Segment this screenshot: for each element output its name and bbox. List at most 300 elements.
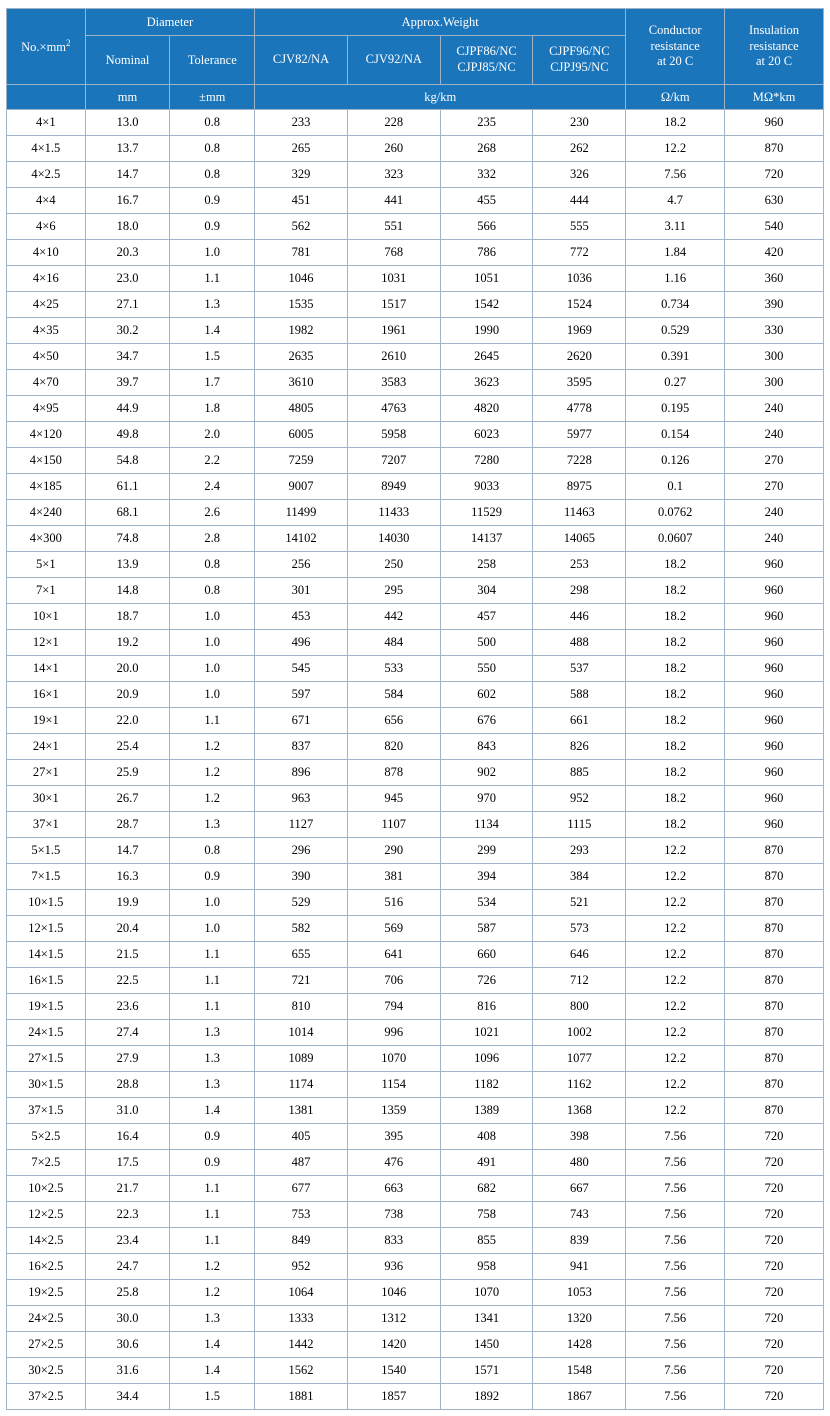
cell-nominal-diameter: 28.8	[85, 1072, 170, 1098]
cell-weight-cjv82na: 11499	[255, 500, 348, 526]
cell-conductor-resistance: 18.2	[626, 656, 725, 682]
cell-weight-cjpf86nc: 1021	[440, 1020, 533, 1046]
cell-tolerance: 2.4	[170, 474, 255, 500]
cell-weight-cjpf96nc: 8975	[533, 474, 626, 500]
header-conductor-resistance-line2: resistance	[650, 38, 700, 53]
cell-tolerance: 2.2	[170, 448, 255, 474]
cell-weight-cjv92na: 2610	[347, 344, 440, 370]
cell-weight-cjpf96nc: 952	[533, 786, 626, 812]
cell-nominal-diameter: 18.0	[85, 214, 170, 240]
cell-weight-cjpf96nc: 398	[533, 1124, 626, 1150]
cell-weight-cjpf86nc: 14137	[440, 526, 533, 552]
cell-nominal-diameter: 30.2	[85, 318, 170, 344]
cell-tolerance: 1.1	[170, 708, 255, 734]
unit-conductor-resistance: Ω/km	[626, 85, 725, 110]
table-row	[7, 786, 824, 812]
cell-size: 4×70	[7, 370, 86, 396]
cell-weight-cjpf96nc: 1368	[533, 1098, 626, 1124]
cell-weight-cjpf86nc: 299	[440, 838, 533, 864]
header-weight-col-4	[533, 36, 626, 85]
header-row-groups	[7, 9, 824, 36]
cell-weight-cjpf86nc: 408	[440, 1124, 533, 1150]
cell-insulation-resistance: 960	[725, 786, 824, 812]
cell-weight-cjv92na: 295	[347, 578, 440, 604]
cell-weight-cjv82na: 1535	[255, 292, 348, 318]
cell-size: 30×2.5	[7, 1358, 86, 1384]
cell-weight-cjv92na: 441	[347, 188, 440, 214]
cell-size: 4×16	[7, 266, 86, 292]
cell-weight-cjpf96nc: 537	[533, 656, 626, 682]
cell-conductor-resistance: 12.2	[626, 136, 725, 162]
cell-weight-cjv82na: 451	[255, 188, 348, 214]
cell-conductor-resistance: 12.2	[626, 968, 725, 994]
table-row	[7, 474, 824, 500]
cell-weight-cjpf86nc: 682	[440, 1176, 533, 1202]
cell-tolerance: 1.4	[170, 1098, 255, 1124]
cell-conductor-resistance: 12.2	[626, 890, 725, 916]
cell-weight-cjv82na: 1174	[255, 1072, 348, 1098]
cell-size: 10×2.5	[7, 1176, 86, 1202]
cell-weight-cjv92na: 1517	[347, 292, 440, 318]
cell-weight-cjv82na: 655	[255, 942, 348, 968]
cell-conductor-resistance: 0.529	[626, 318, 725, 344]
cell-weight-cjv82na: 6005	[255, 422, 348, 448]
cell-tolerance: 0.9	[170, 188, 255, 214]
cell-weight-cjpf86nc: 958	[440, 1254, 533, 1280]
table-row	[7, 734, 824, 760]
cell-size: 16×1.5	[7, 968, 86, 994]
cell-weight-cjpf96nc: 1548	[533, 1358, 626, 1384]
cell-nominal-diameter: 20.3	[85, 240, 170, 266]
cell-weight-cjv82na: 721	[255, 968, 348, 994]
cell-weight-cjpf86nc: 843	[440, 734, 533, 760]
cell-size: 7×1.5	[7, 864, 86, 890]
cell-weight-cjpf96nc: 4778	[533, 396, 626, 422]
table-row	[7, 604, 824, 630]
cell-weight-cjpf86nc: 6023	[440, 422, 533, 448]
cell-weight-cjv82na: 671	[255, 708, 348, 734]
cell-size: 14×2.5	[7, 1228, 86, 1254]
cell-weight-cjpf96nc: 1053	[533, 1280, 626, 1306]
cell-size: 14×1	[7, 656, 86, 682]
cell-weight-cjpf96nc: 326	[533, 162, 626, 188]
cell-nominal-diameter: 16.4	[85, 1124, 170, 1150]
unit-insulation-resistance: MΩ*km	[725, 85, 824, 110]
cell-insulation-resistance: 960	[725, 734, 824, 760]
cell-nominal-diameter: 14.7	[85, 838, 170, 864]
cell-nominal-diameter: 22.5	[85, 968, 170, 994]
cell-nominal-diameter: 26.7	[85, 786, 170, 812]
cell-conductor-resistance: 18.2	[626, 110, 725, 136]
cell-weight-cjv92na: 14030	[347, 526, 440, 552]
cell-weight-cjv82na: 545	[255, 656, 348, 682]
cell-weight-cjv92na: 1107	[347, 812, 440, 838]
cell-conductor-resistance: 0.154	[626, 422, 725, 448]
header-size	[7, 9, 86, 85]
cell-tolerance: 1.5	[170, 1384, 255, 1410]
cell-insulation-resistance: 720	[725, 1280, 824, 1306]
table-row	[7, 1202, 824, 1228]
cell-nominal-diameter: 19.2	[85, 630, 170, 656]
cell-insulation-resistance: 960	[725, 656, 824, 682]
cell-insulation-resistance: 870	[725, 838, 824, 864]
cell-weight-cjpf86nc: 9033	[440, 474, 533, 500]
header-conductor-resistance-line3: at 20 C	[657, 54, 694, 69]
table-row	[7, 422, 824, 448]
cell-weight-cjv82na: 1064	[255, 1280, 348, 1306]
cell-conductor-resistance: 18.2	[626, 812, 725, 838]
cell-weight-cjv82na: 810	[255, 994, 348, 1020]
cell-conductor-resistance: 18.2	[626, 578, 725, 604]
cell-weight-cjpf96nc: 661	[533, 708, 626, 734]
table-row	[7, 760, 824, 786]
table-body	[7, 110, 824, 1410]
cell-insulation-resistance: 420	[725, 240, 824, 266]
cell-conductor-resistance: 7.56	[626, 1280, 725, 1306]
cell-weight-cjv92na: 3583	[347, 370, 440, 396]
cell-conductor-resistance: 12.2	[626, 1098, 725, 1124]
cell-insulation-resistance: 870	[725, 136, 824, 162]
cell-weight-cjpf86nc: 1070	[440, 1280, 533, 1306]
header-weight-col-1	[255, 36, 348, 85]
cell-weight-cjv82na: 329	[255, 162, 348, 188]
table-row	[7, 1332, 824, 1358]
cell-weight-cjv92na: 1154	[347, 1072, 440, 1098]
cell-size: 4×25	[7, 292, 86, 318]
cell-insulation-resistance: 870	[725, 1046, 824, 1072]
cell-weight-cjv82na: 405	[255, 1124, 348, 1150]
cell-tolerance: 1.1	[170, 968, 255, 994]
cell-tolerance: 0.8	[170, 838, 255, 864]
cell-nominal-diameter: 39.7	[85, 370, 170, 396]
table-row	[7, 500, 824, 526]
cell-tolerance: 2.6	[170, 500, 255, 526]
table-row	[7, 110, 824, 136]
cell-weight-cjpf86nc: 676	[440, 708, 533, 734]
header-nominal: Nominal	[85, 36, 170, 85]
cell-weight-cjpf86nc: 970	[440, 786, 533, 812]
table-row	[7, 1098, 824, 1124]
cell-weight-cjpf96nc: 446	[533, 604, 626, 630]
header-size-sup: 2	[66, 38, 71, 49]
cell-weight-cjv92na: 584	[347, 682, 440, 708]
cell-size: 4×240	[7, 500, 86, 526]
cell-weight-cjpf86nc: 1542	[440, 292, 533, 318]
cell-size: 16×2.5	[7, 1254, 86, 1280]
cell-weight-cjv92na: 641	[347, 942, 440, 968]
cell-weight-cjpf86nc: 855	[440, 1228, 533, 1254]
cell-weight-cjv92na: 794	[347, 994, 440, 1020]
cell-conductor-resistance: 18.2	[626, 708, 725, 734]
cell-weight-cjpf86nc: 491	[440, 1150, 533, 1176]
cell-nominal-diameter: 27.4	[85, 1020, 170, 1046]
header-conductor-resistance	[626, 9, 725, 85]
header-insulation-resistance-line1: Insulation	[749, 23, 800, 38]
cell-weight-cjpf86nc: 1389	[440, 1098, 533, 1124]
cell-nominal-diameter: 27.9	[85, 1046, 170, 1072]
cell-weight-cjpf86nc: 1990	[440, 318, 533, 344]
cell-size: 24×1.5	[7, 1020, 86, 1046]
cell-weight-cjpf96nc: 1115	[533, 812, 626, 838]
cell-nominal-diameter: 27.1	[85, 292, 170, 318]
cell-weight-cjv92na: 833	[347, 1228, 440, 1254]
cell-tolerance: 0.9	[170, 1150, 255, 1176]
cell-weight-cjv82na: 849	[255, 1228, 348, 1254]
cell-weight-cjv82na: 963	[255, 786, 348, 812]
cell-nominal-diameter: 20.4	[85, 916, 170, 942]
cell-weight-cjpf86nc: 1341	[440, 1306, 533, 1332]
cell-weight-cjv92na: 290	[347, 838, 440, 864]
cell-conductor-resistance: 0.195	[626, 396, 725, 422]
cell-weight-cjpf86nc: 550	[440, 656, 533, 682]
cell-weight-cjv92na: 4763	[347, 396, 440, 422]
cell-size: 4×1	[7, 110, 86, 136]
cell-weight-cjpf96nc: 712	[533, 968, 626, 994]
table-row	[7, 370, 824, 396]
cell-weight-cjpf86nc: 1096	[440, 1046, 533, 1072]
cell-weight-cjpf86nc: 566	[440, 214, 533, 240]
cell-insulation-resistance: 270	[725, 474, 824, 500]
cell-weight-cjpf86nc: 534	[440, 890, 533, 916]
table-row	[7, 890, 824, 916]
cell-insulation-resistance: 870	[725, 994, 824, 1020]
cell-weight-cjpf96nc: 839	[533, 1228, 626, 1254]
cell-weight-cjpf96nc: 646	[533, 942, 626, 968]
cell-weight-cjpf86nc: 2645	[440, 344, 533, 370]
cell-nominal-diameter: 34.7	[85, 344, 170, 370]
cell-size: 14×1.5	[7, 942, 86, 968]
cell-nominal-diameter: 21.7	[85, 1176, 170, 1202]
cell-weight-cjpf86nc: 758	[440, 1202, 533, 1228]
cell-weight-cjv92na: 1312	[347, 1306, 440, 1332]
table-row	[7, 916, 824, 942]
cell-size: 4×150	[7, 448, 86, 474]
cell-size: 4×50	[7, 344, 86, 370]
cell-insulation-resistance: 960	[725, 708, 824, 734]
cell-weight-cjpf86nc: 816	[440, 994, 533, 1020]
cell-weight-cjpf96nc: 772	[533, 240, 626, 266]
table-row	[7, 578, 824, 604]
cell-nominal-diameter: 17.5	[85, 1150, 170, 1176]
cell-weight-cjpf86nc: 1571	[440, 1358, 533, 1384]
cell-weight-cjpf96nc: 11463	[533, 500, 626, 526]
cell-size: 24×1	[7, 734, 86, 760]
cell-weight-cjv82na: 1881	[255, 1384, 348, 1410]
cell-weight-cjpf86nc: 455	[440, 188, 533, 214]
cell-insulation-resistance: 960	[725, 578, 824, 604]
cell-tolerance: 1.2	[170, 734, 255, 760]
table-row	[7, 448, 824, 474]
cell-tolerance: 1.3	[170, 1046, 255, 1072]
cell-weight-cjv82na: 4805	[255, 396, 348, 422]
table-row	[7, 1228, 824, 1254]
cell-tolerance: 0.9	[170, 1124, 255, 1150]
cell-weight-cjpf96nc: 230	[533, 110, 626, 136]
cell-nominal-diameter: 44.9	[85, 396, 170, 422]
cell-insulation-resistance: 240	[725, 526, 824, 552]
cell-weight-cjpf96nc: 521	[533, 890, 626, 916]
cell-conductor-resistance: 18.2	[626, 604, 725, 630]
cell-weight-cjpf96nc: 293	[533, 838, 626, 864]
cell-weight-cjpf86nc: 602	[440, 682, 533, 708]
cell-weight-cjv82na: 265	[255, 136, 348, 162]
cell-insulation-resistance: 300	[725, 370, 824, 396]
table-row	[7, 656, 824, 682]
cell-tolerance: 1.1	[170, 1176, 255, 1202]
cell-tolerance: 1.8	[170, 396, 255, 422]
cell-conductor-resistance: 3.11	[626, 214, 725, 240]
cell-size: 27×1.5	[7, 1046, 86, 1072]
cell-weight-cjpf86nc: 11529	[440, 500, 533, 526]
cell-nominal-diameter: 31.6	[85, 1358, 170, 1384]
cell-weight-cjpf96nc: 488	[533, 630, 626, 656]
cell-nominal-diameter: 20.9	[85, 682, 170, 708]
cell-size: 37×1	[7, 812, 86, 838]
cell-weight-cjv92na: 7207	[347, 448, 440, 474]
cell-insulation-resistance: 720	[725, 1332, 824, 1358]
header-weight-col-2	[347, 36, 440, 85]
cell-insulation-resistance: 390	[725, 292, 824, 318]
cell-weight-cjpf96nc: 885	[533, 760, 626, 786]
cell-tolerance: 1.1	[170, 1202, 255, 1228]
cell-weight-cjpf96nc: 480	[533, 1150, 626, 1176]
cell-conductor-resistance: 18.2	[626, 682, 725, 708]
cell-weight-cjpf96nc: 3595	[533, 370, 626, 396]
unit-nominal: mm	[85, 85, 170, 110]
cell-nominal-diameter: 14.8	[85, 578, 170, 604]
cell-size: 4×10	[7, 240, 86, 266]
unit-weight: kg/km	[255, 85, 626, 110]
cell-tolerance: 1.7	[170, 370, 255, 396]
cell-tolerance: 1.3	[170, 1020, 255, 1046]
table-row	[7, 214, 824, 240]
cell-insulation-resistance: 360	[725, 266, 824, 292]
cell-weight-cjv82na: 1046	[255, 266, 348, 292]
cell-insulation-resistance: 720	[725, 1228, 824, 1254]
header-insulation-resistance-line2: resistance	[749, 38, 799, 53]
cell-weight-cjv92na: 5958	[347, 422, 440, 448]
cell-conductor-resistance: 1.16	[626, 266, 725, 292]
cell-insulation-resistance: 960	[725, 604, 824, 630]
cell-weight-cjpf96nc: 555	[533, 214, 626, 240]
cell-weight-cjpf86nc: 1051	[440, 266, 533, 292]
cell-conductor-resistance: 4.7	[626, 188, 725, 214]
cell-conductor-resistance: 12.2	[626, 838, 725, 864]
cell-weight-cjpf86nc: 258	[440, 552, 533, 578]
cell-conductor-resistance: 0.391	[626, 344, 725, 370]
cell-insulation-resistance: 870	[725, 1020, 824, 1046]
cell-tolerance: 1.2	[170, 1280, 255, 1306]
cell-nominal-diameter: 19.9	[85, 890, 170, 916]
cell-weight-cjpf86nc: 457	[440, 604, 533, 630]
cell-size: 12×1	[7, 630, 86, 656]
cell-conductor-resistance: 18.2	[626, 552, 725, 578]
cell-size: 12×1.5	[7, 916, 86, 942]
cell-nominal-diameter: 14.7	[85, 162, 170, 188]
table-row	[7, 1358, 824, 1384]
cell-weight-cjv92na: 820	[347, 734, 440, 760]
cell-insulation-resistance: 960	[725, 110, 824, 136]
cell-size: 19×1.5	[7, 994, 86, 1020]
cell-weight-cjpf86nc: 268	[440, 136, 533, 162]
cell-tolerance: 0.8	[170, 578, 255, 604]
header-insulation-resistance-line3: at 20 C	[756, 54, 793, 69]
cell-weight-cjv92na: 738	[347, 1202, 440, 1228]
cell-weight-cjpf86nc: 1182	[440, 1072, 533, 1098]
cell-weight-cjpf86nc: 7280	[440, 448, 533, 474]
cell-weight-cjv92na: 476	[347, 1150, 440, 1176]
table-row	[7, 968, 824, 994]
cell-tolerance: 1.3	[170, 1306, 255, 1332]
table-row	[7, 188, 824, 214]
cell-weight-cjpf96nc: 1524	[533, 292, 626, 318]
cell-insulation-resistance: 720	[725, 1202, 824, 1228]
cell-tolerance: 1.4	[170, 1358, 255, 1384]
cell-weight-cjv92na: 768	[347, 240, 440, 266]
cell-weight-cjpf96nc: 384	[533, 864, 626, 890]
cell-weight-cjpf96nc: 444	[533, 188, 626, 214]
cell-insulation-resistance: 240	[725, 422, 824, 448]
cell-weight-cjv82na: 1014	[255, 1020, 348, 1046]
cell-weight-cjv92na: 442	[347, 604, 440, 630]
cell-size: 27×1	[7, 760, 86, 786]
cell-conductor-resistance: 7.56	[626, 1176, 725, 1202]
cell-weight-cjpf86nc: 786	[440, 240, 533, 266]
cell-tolerance: 1.0	[170, 890, 255, 916]
cell-weight-cjv92na: 8949	[347, 474, 440, 500]
cell-weight-cjpf96nc: 1428	[533, 1332, 626, 1358]
cell-insulation-resistance: 720	[725, 1254, 824, 1280]
cell-tolerance: 1.2	[170, 1254, 255, 1280]
header-weight-group: Approx.Weight	[255, 9, 626, 36]
cell-weight-cjpf96nc: 2620	[533, 344, 626, 370]
cell-conductor-resistance: 0.734	[626, 292, 725, 318]
table-row	[7, 292, 824, 318]
cell-conductor-resistance: 18.2	[626, 760, 725, 786]
cell-conductor-resistance: 12.2	[626, 916, 725, 942]
cell-weight-cjv92na: 323	[347, 162, 440, 188]
cell-insulation-resistance: 270	[725, 448, 824, 474]
cell-tolerance: 2.0	[170, 422, 255, 448]
cell-size: 37×2.5	[7, 1384, 86, 1410]
cell-conductor-resistance: 7.56	[626, 1124, 725, 1150]
cell-conductor-resistance: 18.2	[626, 786, 725, 812]
cell-weight-cjv82na: 582	[255, 916, 348, 942]
cell-size: 7×1	[7, 578, 86, 604]
cell-weight-cjv92na: 996	[347, 1020, 440, 1046]
cell-weight-cjv82na: 562	[255, 214, 348, 240]
cell-tolerance: 1.2	[170, 760, 255, 786]
cell-insulation-resistance: 240	[725, 396, 824, 422]
cell-weight-cjpf86nc: 235	[440, 110, 533, 136]
table-row	[7, 1306, 824, 1332]
cell-weight-cjv92na: 250	[347, 552, 440, 578]
cell-tolerance: 1.1	[170, 266, 255, 292]
cell-weight-cjv82na: 781	[255, 240, 348, 266]
cell-weight-cjpf86nc: 1134	[440, 812, 533, 838]
cell-insulation-resistance: 960	[725, 682, 824, 708]
header-row-units	[7, 85, 824, 110]
cell-tolerance: 1.3	[170, 292, 255, 318]
cell-weight-cjpf96nc: 667	[533, 1176, 626, 1202]
table-row	[7, 240, 824, 266]
cell-weight-cjv92na: 936	[347, 1254, 440, 1280]
cell-weight-cjv92na: 1540	[347, 1358, 440, 1384]
cell-weight-cjv92na: 656	[347, 708, 440, 734]
cell-tolerance: 1.0	[170, 630, 255, 656]
cell-insulation-resistance: 870	[725, 968, 824, 994]
cell-weight-cjv92na: 484	[347, 630, 440, 656]
